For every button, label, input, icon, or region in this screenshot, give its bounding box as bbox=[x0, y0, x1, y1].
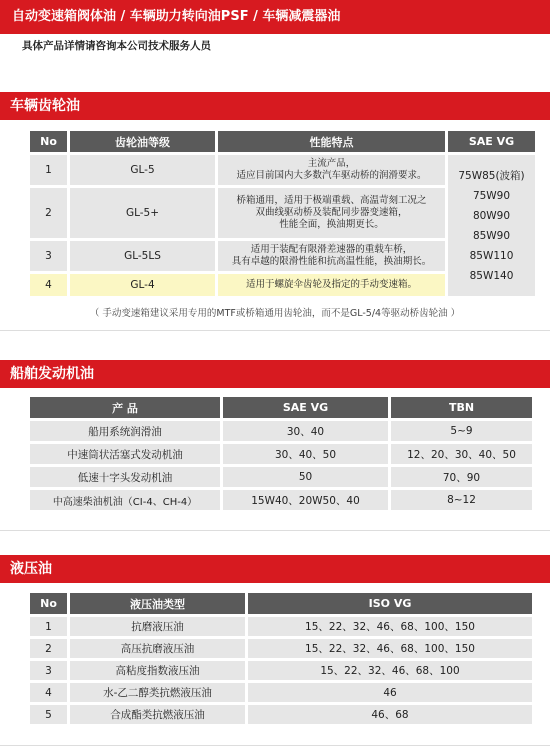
hydraulic-row-iso: 15、22、32、46、68、100、150 bbox=[248, 617, 532, 636]
sae-grade: 85W140 bbox=[469, 269, 514, 282]
sae-grade: 75W90 bbox=[472, 189, 511, 202]
marine-col-tbn: TBN bbox=[391, 397, 532, 418]
marine-row-tbn: 5~9 bbox=[391, 421, 532, 441]
gear-row-no: 2 bbox=[30, 188, 67, 238]
marine-row-sae: 30、40 bbox=[223, 421, 388, 441]
marine-table bbox=[27, 394, 535, 513]
divider bbox=[0, 530, 550, 531]
hydraulic-row-iso: 15、22、32、46、68、100 bbox=[248, 661, 532, 680]
header-title: 自动变速箱阀体油 / 车辆助力转向油PSF / 车辆减震器油 bbox=[0, 0, 550, 34]
sae-grade: 85W90 bbox=[472, 229, 511, 242]
gear-col-grade: 齿轮油等级 bbox=[70, 131, 215, 152]
gear-row-no: 4 bbox=[30, 274, 67, 296]
hydraulic-table bbox=[27, 590, 535, 727]
hydraulic-row-iso: 46 bbox=[248, 683, 532, 702]
marine-row-sae: 30、40、50 bbox=[223, 444, 388, 464]
gear-table bbox=[27, 128, 538, 299]
sae-grade: 80W90 bbox=[472, 209, 511, 222]
hydraulic-row-type: 水-乙二醇类抗燃液压油 bbox=[70, 683, 245, 702]
hydraulic-section-title: 液压油 bbox=[0, 555, 550, 583]
gear-row-feature: 主流产品， 适应目前国内大多数汽车驱动桥的润滑要求。 bbox=[218, 155, 445, 185]
hydraulic-row-type: 抗磨液压油 bbox=[70, 617, 245, 636]
hydraulic-col-type: 液压油类型 bbox=[70, 593, 245, 614]
hydraulic-row-type: 合成酯类抗燃液压油 bbox=[70, 705, 245, 724]
gear-row-grade: GL-5 bbox=[70, 155, 215, 185]
divider bbox=[0, 745, 550, 746]
gear-row-no: 1 bbox=[30, 155, 67, 185]
gear-row-no: 3 bbox=[30, 241, 67, 271]
marine-row-tbn: 70、90 bbox=[391, 467, 532, 487]
sae-grade: 75W85(波箱) bbox=[458, 169, 525, 182]
gear-footnote: （ 手动变速箱建议采用专用的MTF或桥箱通用齿轮油，而不是GL-5/4等驱动桥齿轮油 ） bbox=[89, 308, 461, 319]
marine-row-product: 船用系统润滑油 bbox=[30, 421, 220, 441]
gear-row-feature: 适用于装配有限滑差速器的重载车桥， 具有卓越的限滑性能和抗高温性能，换油期长。 bbox=[218, 241, 445, 271]
hydraulic-row-no: 2 bbox=[30, 639, 67, 658]
marine-row-product: 低速十字头发动机油 bbox=[30, 467, 220, 487]
hydraulic-row-iso: 15、22、32、46、68、100、150 bbox=[248, 639, 532, 658]
header-note: 具体产品详情请咨询本公司技术服务人员 bbox=[22, 40, 211, 52]
gear-col-no: No bbox=[30, 131, 67, 152]
marine-section-title: 船舶发动机油 bbox=[0, 360, 550, 388]
hydraulic-row-type: 高压抗磨液压油 bbox=[70, 639, 245, 658]
marine-row-tbn: 8~12 bbox=[391, 490, 532, 510]
gear-sae-grades bbox=[448, 155, 535, 296]
marine-row-sae: 15W40、20W50、40 bbox=[223, 490, 388, 510]
marine-col-sae: SAE VG bbox=[223, 397, 388, 418]
hydraulic-row-no: 5 bbox=[30, 705, 67, 724]
marine-row-sae: 50 bbox=[223, 467, 388, 487]
gear-row-grade: GL-5LS bbox=[70, 241, 215, 271]
gear-row-feature: 适用于螺旋伞齿轮及指定的手动变速箱。 bbox=[218, 274, 445, 296]
gear-row-grade: GL-5+ bbox=[70, 188, 215, 238]
hydraulic-col-no: No bbox=[30, 593, 67, 614]
hydraulic-row-no: 1 bbox=[30, 617, 67, 636]
gear-row-grade: GL-4 bbox=[70, 274, 215, 296]
marine-row-product: 中高速柴油机油（CI-4、CH-4） bbox=[30, 490, 220, 510]
hydraulic-col-iso: ISO VG bbox=[248, 593, 532, 614]
hydraulic-row-no: 3 bbox=[30, 661, 67, 680]
marine-row-product: 中速筒状活塞式发动机油 bbox=[30, 444, 220, 464]
marine-col-product: 产 品 bbox=[30, 397, 220, 418]
hydraulic-row-no: 4 bbox=[30, 683, 67, 702]
gear-col-sae: SAE VG bbox=[448, 131, 535, 152]
hydraulic-row-iso: 46、68 bbox=[248, 705, 532, 724]
gear-col-feature: 性能特点 bbox=[218, 131, 445, 152]
marine-row-tbn: 12、20、30、40、50 bbox=[391, 444, 532, 464]
hydraulic-row-type: 高粘度指数液压油 bbox=[70, 661, 245, 680]
divider bbox=[0, 330, 550, 331]
gear-row-feature: 桥箱通用，适用于极端重载、高温苛刻工况之 双曲线驱动桥及装配同步器变速箱， 性能全面，换油期更长。 bbox=[218, 188, 445, 238]
sae-grade: 85W110 bbox=[469, 249, 514, 262]
gear-section-title: 车辆齿轮油 bbox=[0, 92, 550, 120]
